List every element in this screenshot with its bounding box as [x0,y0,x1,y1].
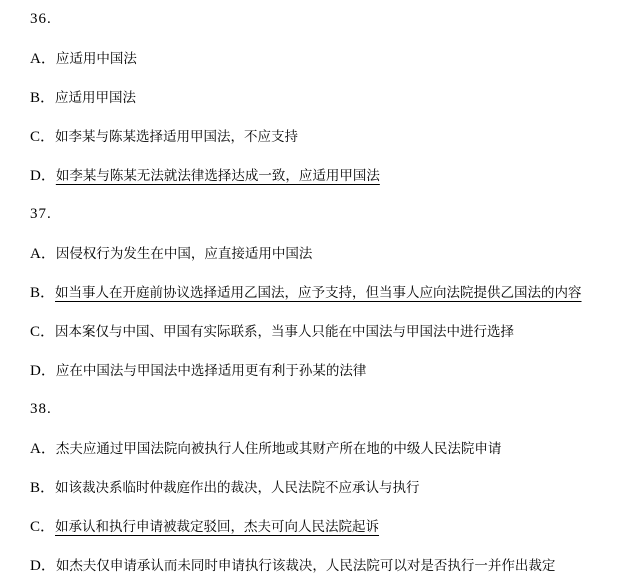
option-letter: A． [30,246,56,262]
option-text: 因侵权行为发生在中国，应直接适用中国法 [55,246,313,261]
option-letter: A． [30,441,56,457]
answer-option [30,468,634,507]
question-number: 36. [30,11,52,27]
answer-option [30,117,634,156]
question-block [30,390,634,585]
option-letter: B． [30,285,56,301]
option-letter: B． [30,480,56,496]
option-text: 如杰夫仅申请承认而未同时申请执行该裁决，人民法院可以对是否执行一并作出裁定 [55,558,556,573]
answer-option [30,429,634,468]
option-text: 如李某与陈某选择适用甲国法，不应支持 [55,129,299,144]
option-text: 应适用甲国法 [55,90,137,105]
option-text: 杰夫应通过甲国法院向被执行人住所地或其财产所在地的中级人民法院申请 [55,441,502,456]
option-text: 应在中国法与甲国法中选择适用更有利于孙某的法律 [55,363,367,378]
option-letter: B． [30,90,56,106]
question-number: 37. [30,206,52,222]
question-block [30,0,634,195]
option-letter: C． [30,519,56,535]
answer-option [30,156,634,195]
option-text: 如李某与陈某无法就法律选择达成一致，应适用甲国法 [55,168,380,183]
answer-option [30,234,634,273]
question-block [30,195,634,390]
option-letter: D． [30,168,56,184]
option-text: 如承认和执行申请被裁定驳回，杰夫可向人民法院起诉 [55,519,380,534]
question-number: 38. [30,401,52,417]
option-text: 应适用中国法 [55,51,137,66]
option-letter: C． [30,324,56,340]
answer-option [30,39,634,78]
answer-option [30,312,634,351]
answer-option [30,507,634,546]
answer-option [30,546,634,585]
answer-option [30,273,634,312]
answer-option [30,78,634,117]
option-letter: C． [30,129,56,145]
option-text: 如该裁决系临时仲裁庭作出的裁决，人民法院不应承认与执行 [55,480,420,495]
option-letter: A． [30,51,56,67]
option-text: 因本案仅与中国、甲国有实际联系，当事人只能在中国法与甲国法中进行选择 [55,324,515,339]
option-letter: D． [30,363,56,379]
option-text: 如当事人在开庭前协议选择适用乙国法，应予支持，但当事人应向法院提供乙国法的内容 [55,285,582,300]
answer-option [30,351,634,390]
option-letter: D． [30,558,56,574]
